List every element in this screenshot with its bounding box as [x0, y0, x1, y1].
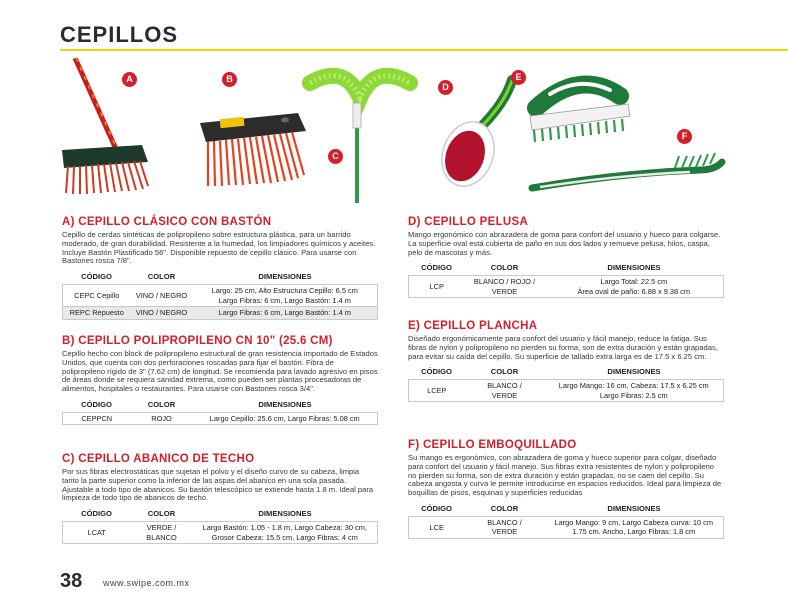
- dim-line: Grosor Cabeza: 15.5 cm, Largo Fibras: 4 cm: [211, 532, 358, 542]
- row-code: LCEP: [409, 380, 465, 402]
- row-dimensions: [193, 285, 378, 307]
- color-line: BLANCO: [146, 532, 177, 542]
- page-title: CEPILLOS: [60, 22, 179, 47]
- label-badge-d: D: [438, 80, 453, 95]
- website-url[interactable]: www.swipe.com.mx: [103, 578, 190, 588]
- section-d: [408, 215, 724, 298]
- header-dimensiones: DIMENSIONES: [607, 367, 661, 377]
- row-dimensions: [193, 522, 378, 544]
- section-e-title: E) CEPILLO PLANCHA: [408, 320, 538, 332]
- label-badge-b: B: [222, 72, 237, 87]
- header-color: COLOR: [147, 509, 176, 519]
- header-codigo: CÓDIGO: [421, 263, 452, 273]
- table-row: [63, 412, 378, 425]
- color-line: BLANCO /: [487, 381, 522, 391]
- broom-b-illustration: [200, 113, 306, 186]
- header-dimensiones: DIMENSIONES: [258, 399, 312, 409]
- row-color: [465, 516, 545, 538]
- dim-line: Largo Total: 22.5 cm: [600, 277, 668, 287]
- row-color: VINO / NEGRO: [131, 285, 193, 307]
- dim-line: Largo Fibras: 6 cm, Largo Bastón: 1.4 m: [218, 308, 351, 318]
- section-a-description: Cepillo de cerdas sintéticas de polipropileno sobre estructura plástica, para un barrido moderado, de gran durabilidad. Resistente a la humedad, los limpiadores químicos y aceites. Incluye Bastón Plastificado 56". Disponible repuesto de cepillo clásico. Para usarse con Bastones rosca 7/8".: [62, 230, 376, 266]
- header-codigo: CÓDIGO: [421, 503, 452, 513]
- row-dimensions: [193, 307, 378, 320]
- dim-line: Largo Mango: 16 cm, Cabeza: 17.5 x 6.25 cm: [558, 381, 709, 391]
- section-d-table: [408, 261, 724, 298]
- section-f-table: [408, 502, 724, 539]
- header-color: COLOR: [147, 399, 176, 409]
- row-color: ROJO: [131, 412, 193, 425]
- row-color: [465, 380, 545, 402]
- row-color: [465, 276, 545, 298]
- row-dimensions: [193, 412, 378, 425]
- section-c: [62, 452, 378, 544]
- section-e-table: [408, 365, 724, 402]
- dim-line: Largo Fibras: 6 cm, Largo Bastón: 1.4 m: [218, 295, 351, 305]
- section-c-description: Por sus fibras electrostáticas que sujetan el polvo y el diseño curvo de su cabeza, limpia tanto la parte superior como la inferior de las aspas del abanico en una sola pasada. Ajustable a todo tipo de abanicos. Su bastón telescópico se extiende hasta 1.8 m. Ideal para limpieza de todo tipo de abanicos de techo.: [62, 467, 374, 503]
- section-a: [62, 215, 378, 320]
- section-e: [408, 319, 724, 402]
- duster-c-illustration: [310, 76, 410, 203]
- row-code: REPC Repuesto: [63, 307, 131, 320]
- color-line: VERDE: [491, 390, 518, 400]
- header-codigo: CÓDIGO: [81, 399, 112, 409]
- lint-brush-d-illustration: [433, 80, 512, 194]
- section-b: [62, 334, 378, 425]
- header-color: COLOR: [147, 272, 176, 282]
- table-row: [63, 285, 378, 307]
- section-d-description: Mango ergonómico con abrazadera de goma para confort del usuario y hueco para colgarse. La superficie oval está cubierta de paño en sus dos lados y remueve pelusa, hilos, caspa, pelo de mascotas y más.: [408, 230, 721, 257]
- section-f-title: F) CEPILLO EMBOQUILLADO: [408, 439, 577, 451]
- color-line: BLANCO / ROJO /: [473, 277, 536, 287]
- section-e-description: Diseñado ergonómicamente para confort del usuario y fácil manejo, reduce la fatiga. Sus fibras de nylon y polipropileno no pierden su forma, son de extra duración y están grapadas, para evitar su caída del cepillo. Su superficie de tallado extra larga es de 17.5 x 6.25 cm.: [408, 334, 718, 361]
- dim-line: Largo Fibras: 2.5 cm: [599, 390, 668, 400]
- table-row: [409, 380, 724, 402]
- dim-line: Área oval de paño: 6.88 x 9.38 cm: [577, 286, 691, 296]
- dim-line: Largo: 25 cm, Alto Estructura Cepillo: 6.5 cm: [211, 286, 358, 296]
- table-row: [409, 516, 724, 538]
- row-code: CEPPCN: [63, 412, 131, 425]
- dim-line: 1.75 cm. Ancho, Largo Fibras: 1.8 cm: [572, 527, 696, 537]
- row-color: [131, 522, 193, 544]
- header-color: COLOR: [490, 503, 519, 513]
- label-badge-e: E: [511, 70, 526, 85]
- section-b-description: Cepillo hecho con block de polipropileno estructural de gran resistencia importado de Estados Unidos, que cuenta con dos perforaciones roscadas para fijar el bastón. Fibra de polipropileno rígido de 3" (7.62 cm) de longitud. Se recomienda para lavado agresivo en pisos de áreas donde se requiera sanidad extrema, como pueden ser plantas procesadoras de alimentos, hospitales o restaurantes. Para usarse con Bastones rosca 3/4".: [62, 349, 378, 394]
- color-line: BLANCO /: [487, 517, 522, 527]
- scrub-brush-e-illustration: [530, 84, 630, 142]
- header-dimensiones: DIMENSIONES: [258, 272, 312, 282]
- header-color: COLOR: [490, 367, 519, 377]
- row-color: VINO / NEGRO: [131, 307, 193, 320]
- page-number: 38: [60, 570, 83, 592]
- grout-brush-f-illustration: [532, 153, 722, 188]
- dim-line: Largo Mango: 9 cm, Largo Cabeza curva: 10 cm: [554, 517, 714, 527]
- row-dimensions: [545, 516, 724, 538]
- label-badge-f: F: [677, 129, 692, 144]
- header-codigo: CÓDIGO: [421, 367, 452, 377]
- row-code: LCAT: [63, 522, 131, 544]
- table-row: [409, 276, 724, 298]
- section-f: [408, 438, 724, 539]
- section-f-description: Su mango es ergonómico, con abrazadera de goma y hueco superior para colgar, diseñado para confort del usuario y fácil manejo. Sus fibras extra resistentes de nylon y polipropileno no pierden su forma, son de extra duración y están grapadas, no se caen del cepillo. Su cabeza angosta y curva le permite introducirse en espacios reducidos. Ideal para limpieza de boquillas de pisos, esquinas y superficies reducidas: [408, 453, 722, 498]
- row-code: CEPC Cepillo: [63, 285, 131, 307]
- section-b-title: B) CEPILLO POLIPROPILENO CN 10" (25.6 CM): [62, 335, 333, 347]
- label-badge-a: A: [122, 72, 137, 87]
- header-color: COLOR: [490, 263, 519, 273]
- color-line: VERDE: [491, 527, 518, 537]
- row-dimensions: [545, 276, 724, 298]
- dim-line: Largo Cepillo: 25.6 cm, Largo Fibras: 5.08 cm: [209, 413, 360, 423]
- row-dimensions: [545, 380, 724, 402]
- table-row: [63, 307, 378, 320]
- color-line: VERDE: [491, 286, 518, 296]
- table-row: [63, 522, 378, 544]
- dim-line: Largo Bastón: 1.05 - 1.8 m, Largo Cabeza: 30 cm,: [202, 523, 367, 533]
- title-divider: [60, 49, 788, 51]
- color-line: VERDE /: [146, 523, 177, 533]
- section-c-table: [62, 507, 378, 544]
- section-a-title: A) CEPILLO CLÁSICO CON BASTÓN: [62, 216, 272, 228]
- row-code: LCP: [409, 276, 465, 298]
- header-dimensiones: DIMENSIONES: [607, 503, 661, 513]
- header-dimensiones: DIMENSIONES: [258, 509, 312, 519]
- section-a-table: [62, 270, 378, 320]
- header-codigo: CÓDIGO: [81, 272, 112, 282]
- section-c-title: C) CEPILLO ABANICO DE TECHO: [62, 453, 255, 465]
- header-dimensiones: DIMENSIONES: [607, 263, 661, 273]
- header-codigo: CÓDIGO: [81, 509, 112, 519]
- section-b-table: [62, 398, 378, 426]
- section-d-title: D) CEPILLO PELUSA: [408, 216, 529, 228]
- label-badge-c: C: [328, 149, 343, 164]
- row-code: LCE: [409, 516, 465, 538]
